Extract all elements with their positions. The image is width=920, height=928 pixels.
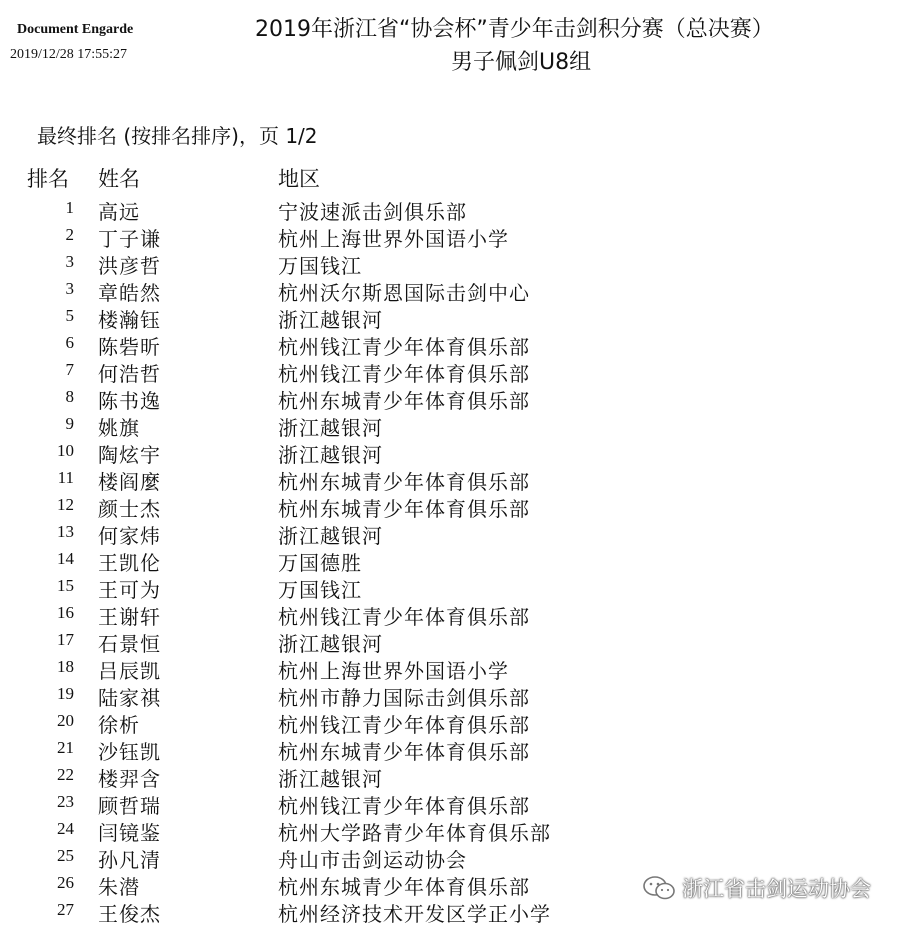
rank-cell: 8 — [65, 387, 74, 406]
name-cell: 孙凡清 — [98, 848, 161, 872]
table-row — [0, 223, 920, 250]
table-row — [0, 493, 920, 520]
rank-cell: 22 — [57, 765, 74, 784]
app-name: Document Engarde — [17, 22, 134, 37]
table-row — [0, 250, 920, 277]
region-cell: 杭州钱江青少年体育俱乐部 — [278, 605, 530, 629]
rank-cell: 3 — [65, 252, 74, 271]
table-row — [0, 709, 920, 736]
region-cell: 舟山市击剑运动协会 — [278, 848, 467, 872]
name-cell: 闫镜鉴 — [98, 821, 161, 845]
table-row — [0, 817, 920, 844]
name-cell: 王俊杰 — [98, 902, 161, 926]
name-cell: 章皓然 — [98, 281, 161, 305]
table-row — [0, 763, 920, 790]
region-cell: 杭州东城青少年体育俱乐部 — [278, 497, 530, 521]
region-cell: 万国德胜 — [278, 551, 362, 575]
name-cell: 王凯伦 — [98, 551, 161, 575]
rank-cell: 17 — [57, 630, 74, 649]
wechat-icon — [642, 875, 676, 901]
region-cell: 宁波速派击剑俱乐部 — [278, 200, 467, 224]
region-cell: 杭州市静力国际击剑俱乐部 — [278, 686, 530, 710]
table-row — [0, 736, 920, 763]
name-cell: 陆家祺 — [98, 686, 161, 710]
table-row — [0, 547, 920, 574]
rank-cell: 21 — [57, 738, 74, 757]
region-cell: 杭州沃尔斯恩国际击剑中心 — [278, 281, 530, 305]
rank-cell: 20 — [57, 711, 74, 730]
region-cell: 杭州经济技术开发区学正小学 — [278, 902, 551, 926]
table-row — [0, 331, 920, 358]
table-row — [0, 277, 920, 304]
rank-cell: 14 — [57, 549, 74, 568]
table-row — [0, 520, 920, 547]
table-row — [0, 574, 920, 601]
rank-cell: 19 — [57, 684, 74, 703]
table-row — [0, 439, 920, 466]
name-cell: 楼羿含 — [98, 767, 161, 791]
rank-cell: 7 — [65, 360, 74, 379]
rank-cell: 27 — [57, 900, 74, 919]
rank-cell: 16 — [57, 603, 74, 622]
name-cell: 洪彦哲 — [98, 254, 161, 278]
name-cell: 何家炜 — [98, 524, 161, 548]
region-cell: 杭州钱江青少年体育俱乐部 — [278, 794, 530, 818]
rank-cell: 24 — [57, 819, 74, 838]
region-cell: 浙江越银河 — [278, 524, 383, 548]
region-cell: 杭州上海世界外国语小学 — [278, 659, 509, 683]
region-cell: 杭州东城青少年体育俱乐部 — [278, 389, 530, 413]
table-row — [0, 196, 920, 223]
region-cell: 浙江越银河 — [278, 416, 383, 440]
rank-cell: 11 — [57, 468, 74, 487]
section-heading: 最终排名 (按排名排序)，页 1/2 — [37, 124, 318, 148]
name-cell: 徐析 — [98, 713, 140, 737]
name-cell: 朱潜 — [98, 875, 140, 899]
rank-cell: 23 — [57, 792, 74, 811]
name-cell: 姚旗 — [98, 416, 140, 440]
region-cell: 浙江越银河 — [278, 308, 383, 332]
region-cell: 杭州钱江青少年体育俱乐部 — [278, 713, 530, 737]
region-cell: 杭州东城青少年体育俱乐部 — [278, 470, 530, 494]
name-cell: 何浩哲 — [98, 362, 161, 386]
rank-cell: 9 — [65, 414, 74, 433]
rank-cell: 13 — [57, 522, 74, 541]
region-cell: 杭州上海世界外国语小学 — [278, 227, 509, 251]
name-cell: 顾哲瑞 — [98, 794, 161, 818]
rank-cell: 18 — [57, 657, 74, 676]
rank-cell: 25 — [57, 846, 74, 865]
rank-cell: 15 — [57, 576, 74, 595]
rank-cell: 2 — [65, 225, 74, 244]
document-subtitle: 男子佩剑U8组 — [451, 50, 592, 75]
watermark-text: 浙江省击剑运动协会 — [682, 877, 871, 901]
region-cell: 杭州大学路青少年体育俱乐部 — [278, 821, 551, 845]
name-cell: 王可为 — [98, 578, 161, 602]
region-cell: 杭州东城青少年体育俱乐部 — [278, 875, 530, 899]
table-row — [0, 628, 920, 655]
name-cell: 陈砦昕 — [98, 335, 161, 359]
table-row — [0, 682, 920, 709]
name-cell: 吕辰凯 — [98, 659, 161, 683]
name-cell: 楼阎麼 — [98, 470, 161, 494]
rank-cell: 12 — [57, 495, 74, 514]
name-cell: 陈书逸 — [98, 389, 161, 413]
rank-cell: 6 — [65, 333, 74, 352]
table-row — [0, 358, 920, 385]
print-timestamp: 2019/12/28 17:55:27 — [10, 47, 128, 62]
table-row — [0, 790, 920, 817]
table-row — [0, 844, 920, 871]
table-row — [0, 385, 920, 412]
table-row — [0, 601, 920, 628]
rank-cell: 26 — [57, 873, 74, 892]
watermark — [642, 873, 871, 903]
name-cell: 丁子谦 — [98, 227, 161, 251]
name-cell: 石景恒 — [98, 632, 161, 656]
name-cell: 陶炫宇 — [98, 443, 161, 467]
rank-cell: 1 — [65, 198, 74, 217]
rank-cell: 5 — [65, 306, 74, 325]
region-cell: 杭州钱江青少年体育俱乐部 — [278, 335, 530, 359]
region-cell: 浙江越银河 — [278, 443, 383, 467]
name-cell: 楼瀚钰 — [98, 308, 161, 332]
column-header-name: 姓名 — [98, 167, 140, 191]
rank-cell: 10 — [57, 441, 74, 460]
region-cell: 万国钱江 — [278, 254, 362, 278]
region-cell: 浙江越银河 — [278, 632, 383, 656]
region-cell: 杭州东城青少年体育俱乐部 — [278, 740, 530, 764]
name-cell: 沙钰凯 — [98, 740, 161, 764]
region-cell: 万国钱江 — [278, 578, 362, 602]
name-cell: 高远 — [98, 200, 140, 224]
table-row — [0, 466, 920, 493]
table-row — [0, 412, 920, 439]
name-cell: 王谢轩 — [98, 605, 161, 629]
ranking-table — [0, 196, 920, 925]
column-header-rank: 排名 — [27, 167, 69, 191]
name-cell: 颜士杰 — [98, 497, 161, 521]
column-header-region: 地区 — [278, 167, 320, 191]
table-row — [0, 304, 920, 331]
region-cell: 浙江越银河 — [278, 767, 383, 791]
rank-cell: 3 — [65, 279, 74, 298]
region-cell: 杭州钱江青少年体育俱乐部 — [278, 362, 530, 386]
table-row — [0, 655, 920, 682]
document-title: 2019年浙江省“协会杯”青少年击剑积分赛（总决赛） — [255, 17, 774, 42]
